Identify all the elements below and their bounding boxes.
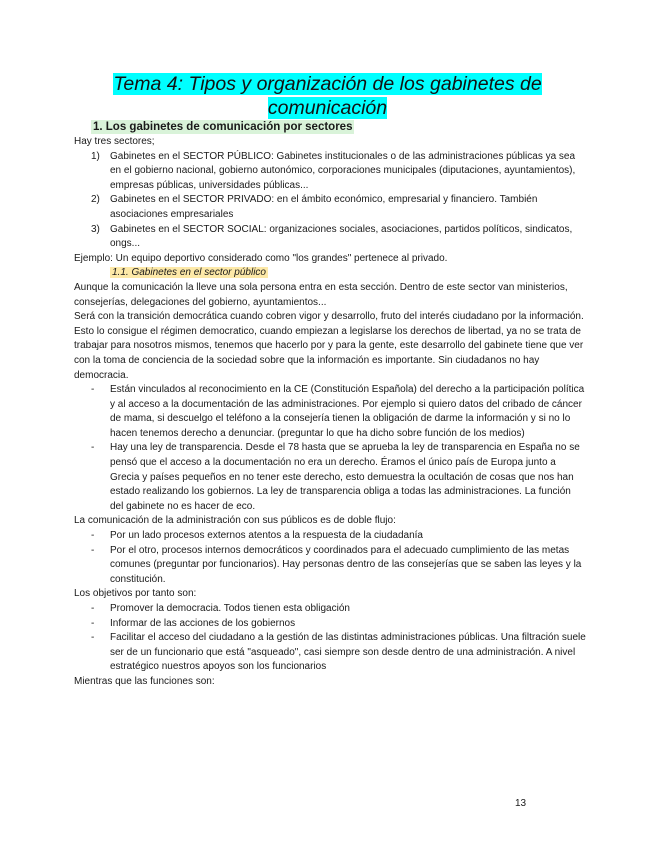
document-body: [74, 135, 586, 690]
paragraph: Aunque la comunicación la lleve una sola persona entra en esta sección. Dentro de este sector van ministerios, consejerías, delegaciones del gobierno, ayuntamientos...: [74, 281, 568, 308]
page-title: [70, 72, 585, 120]
page-number: 13: [515, 798, 527, 809]
section-heading: 1. Los gabinetes de comunicación por sectores: [93, 121, 353, 133]
example-text: Ejemplo: Un equipo deportivo considerado como "los grandes" pertenece al privado.: [74, 252, 448, 264]
list-item: - Están vinculados al reconocimiento en la CE (Constitución Española) del derecho a la participación política y al acceso a la documentación de las administraciones. Por ejemplo si quiero datos del cribado de cáncer de mama, si descuelgo el teléfono a la consejería tienen la obligación de darme la información y si no lo hacen tenemos derecho a denunciar. (preguntar lo que ha dicho sobre función de los medios): [91, 384, 585, 439]
list-item: - Por un lado procesos externos atentos a la respuesta de la ciudadanía: [91, 530, 423, 542]
list-item: 2) Gabinetes en el SECTOR PRIVADO: en el ámbito económico, empresarial y financiero. También asociaciones empresariales: [91, 194, 538, 220]
paragraph: Los objetivos por tanto son:: [74, 588, 197, 600]
paragraph: La comunicación de la administración con sus públicos es de doble flujo:: [74, 515, 396, 527]
subsection-heading: 1.1. Gabinetes en el sector público: [112, 267, 266, 279]
list-item: - Promover la democracia. Todos tienen esta obligación: [91, 603, 350, 614]
title-line-2: comunicación: [267, 97, 388, 119]
paragraph: Mientras que las funciones son:: [74, 675, 215, 687]
list-item: - Hay una ley de transparencia. Desde el 78 hasta que se aprueba la ley de transparencia en España no se pensó que el acceso a la documentación no era un derecho. Éramos el único país de Europa junto a Grecia y países pequeños en no tener este derecho, esto demuestra la ocultación de cosas que nos han estado realizando los gobiernos. La ley de transparencia obliga a todas las administraciones. La función del gabinete no es hacer de eco.: [91, 442, 580, 512]
list-item: 1) Gabinetes en el SECTOR PÚBLICO: Gabinetes institucionales o de las administraciones públicas ya sea en el gobierno nacional, gobierno autonómico, corporaciones municipales (diputaciones, ayuntamientos), empresas públicas, universidades públicas...: [91, 150, 576, 191]
bullet-list: [74, 383, 586, 514]
title-line-1: Tema 4: Tipos y organización de los gabinetes de: [113, 73, 542, 95]
paragraph: Será con la transición democrática cuando cobren vigor y desarrollo, fruto del interés ciudadano por la información. Esto lo consigue el régimen democratico, cuando empiezan a legislarse los derechos de libertad, ya no se trata de trabajar para nosotros mismos, tenemos que hacerlo por y para la gente, este desarrollo del gabinete tiene que ver con la toma de conciencia de la sociedad sobre que la información es importante. Sin ciudadanos no hay democracia.: [74, 311, 584, 381]
intro-text: Hay tres sectores;: [74, 136, 155, 147]
list-item: 3) Gabinetes en el SECTOR SOCIAL: organizaciones sociales, asociaciones, partidos políticos, sindicatos, ongs...: [91, 223, 573, 250]
list-item: - Informar de las acciones de los gobiernos: [91, 617, 296, 629]
sectors-list: [74, 150, 586, 252]
list-item: - Por el otro, procesos internos democráticos y coordinados para el adecuado cumplimiento de las metas comunes (preguntar por funcionarios). Hay personas dentro de las consejerías que se saben las leyes y la constitución.: [91, 544, 582, 585]
bullet-list: [74, 602, 586, 675]
list-item: - Facilitar el acceso del ciudadano a la gestión de las distintas administraciones públicas. Una filtración suele ser de un funcionario que está "asqueado", casi siempre son desde dentro de una administración. A nivel estratégico nuestros apoyos son los funcionarios: [91, 632, 586, 673]
bullet-list: [74, 529, 586, 587]
